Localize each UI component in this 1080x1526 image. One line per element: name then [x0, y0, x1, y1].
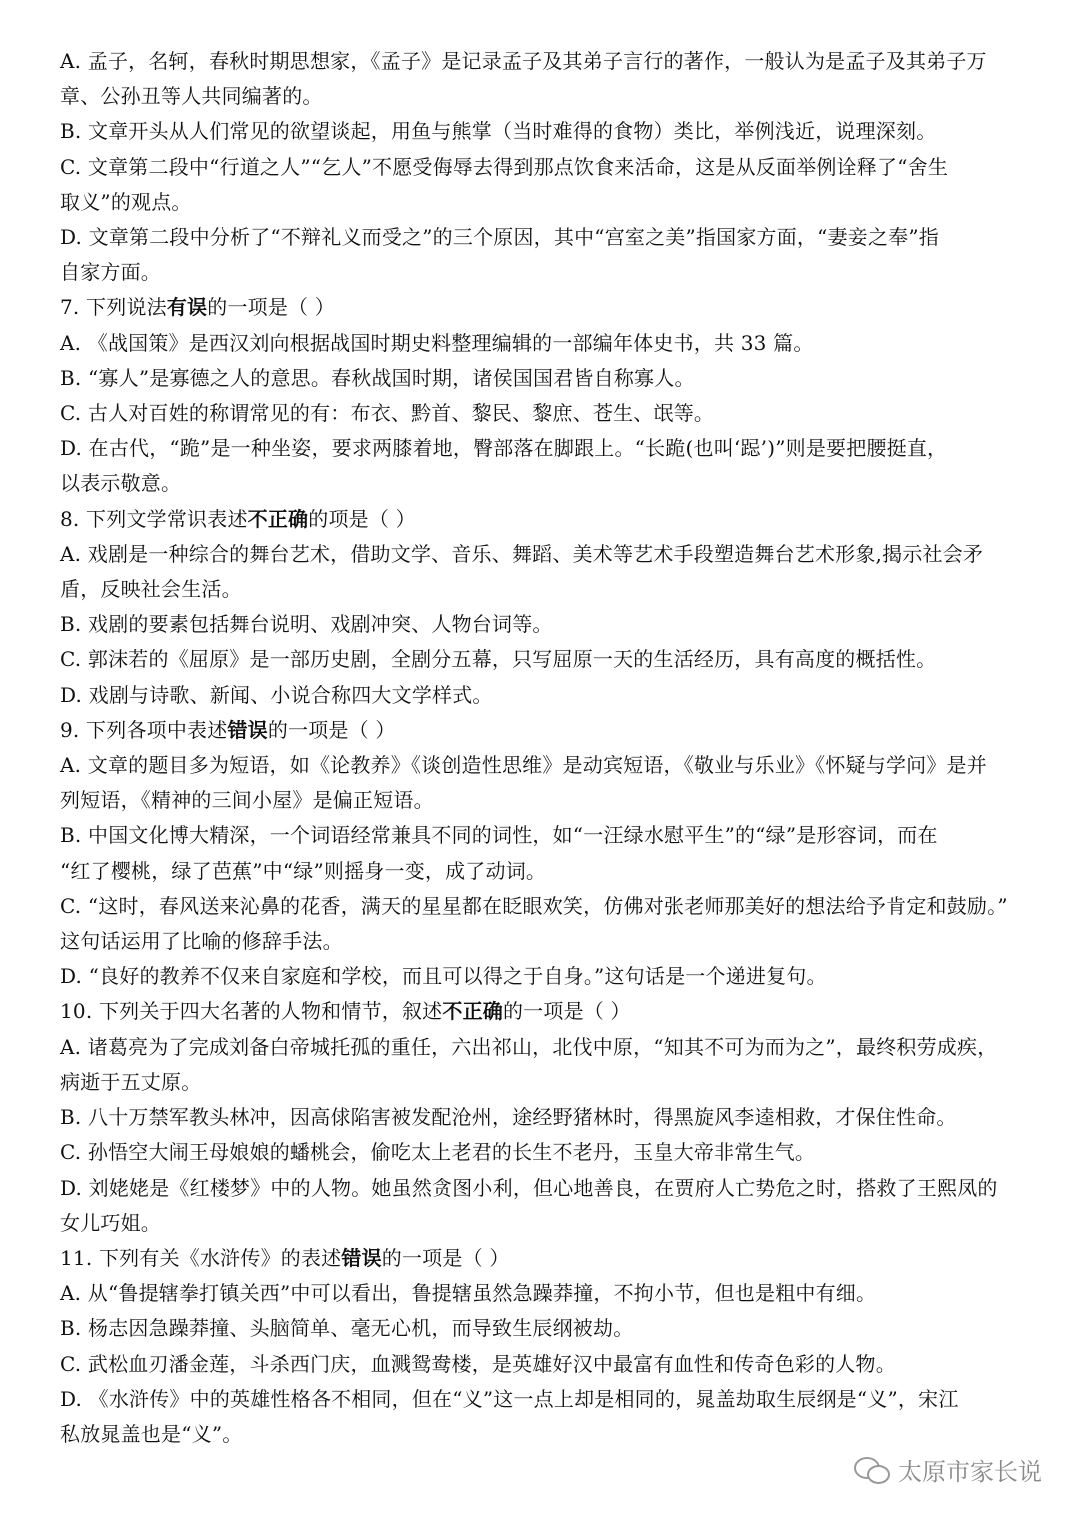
- question-stem: 10. 下列关于四大名著的人物和情节，叙述: [60, 999, 443, 1024]
- text-line: A. 诸葛亮为了完成刘备白帝城托孤的重任，六出祁山，北伐中原，“知其不可为而为之”，最终积劳成疾，: [60, 1034, 998, 1059]
- question-stem: 7. 下列说法: [60, 295, 167, 320]
- text-line: C. 古人对百姓的称谓常见的有：布衣、黔首、黎民、黎庶、苍生、氓等。: [60, 401, 715, 426]
- question-emphasis: 错误: [341, 1245, 382, 1270]
- text-line: 私放晁盖也是“义”。: [60, 1421, 243, 1446]
- text-line: B. 戏剧的要素包括舞台说明、戏剧冲突、人物台词等。: [60, 612, 553, 637]
- text-line: C. 武松血刃潘金莲，斗杀西门庆，血溅鸳鸯楼，是英雄好汉中最富有血性和传奇色彩的人物。: [60, 1351, 896, 1376]
- text-line: B. 中国文化博大精深，一个词语经常兼具不同的词性，如“一汪绿水慰平生”的“绿”是形容词，而在: [60, 823, 938, 848]
- text-line: A. 戏剧是一种综合的舞台艺术，借助文学、音乐、舞蹈、美术等艺术手段塑造舞台艺术形象,揭示社会矛: [60, 541, 984, 566]
- question-tail: 的项是（ ）: [308, 506, 416, 531]
- text-line: D. 刘姥姥是《红楼梦》中的人物。她虽然贪图小利，但心地善良，在贾府人亡势危之时，搭救了王熙凤的: [60, 1175, 998, 1200]
- text-line: B. “寡人”是寡德之人的意思。春秋战国时期，诸侯国国君皆自称寡人。: [60, 365, 695, 390]
- question-tail: 的一项是（ ）: [267, 717, 396, 742]
- question-title: [60, 994, 1025, 1029]
- question-title: [60, 502, 1025, 537]
- text-line: D. “良好的教养不仅来自家庭和学校，而且可以得之于自身。”这句话是一个递进复句。: [60, 964, 827, 989]
- question-tail: 的一项是（ ）: [502, 999, 631, 1024]
- document-page: [60, 44, 1025, 1452]
- text-line: D. 戏剧与诗歌、新闻、小说合称四大文学样式。: [60, 682, 493, 707]
- question-emphasis: 错误: [227, 717, 268, 742]
- text-line: 盾，反映社会生活。: [60, 577, 242, 602]
- wechat-icon: [854, 1455, 890, 1485]
- text-line: A. 文章的题目多为短语，如《论教养》《谈创造性思维》是动宾短语，《敬业与乐业》《怀疑与学问》是并: [60, 753, 987, 778]
- text-line: A. 《战国策》是西汉刘向根据战国时期史料整理编辑的一部编年体史书，共 33 篇。: [60, 330, 814, 355]
- text-line: C. 郭沫若的《屈原》是一部历史剧，全剧分五幕，只写屈原一天的生活经历，具有高度的概括性。: [60, 647, 937, 672]
- question-stem: 8. 下列文学常识表述: [60, 506, 248, 531]
- text-line: 以表示敬意。: [60, 471, 182, 496]
- text-line: 病逝于五丈原。: [60, 1069, 202, 1094]
- question-stem: 9. 下列各项中表述: [60, 717, 228, 742]
- text-line: 列短语，《精神的三间小屋》是偏正短语。: [60, 788, 434, 813]
- text-line: 自家方面。: [60, 260, 161, 285]
- question-tail: 的一项是（ ）: [207, 295, 336, 320]
- text-line: D. 文章第二段中分析了“不辩礼义而受之”的三个原因，其中“宫室之美”指国家方面，“妻妾之奉”指: [60, 225, 939, 250]
- text-line: 女儿巧姐。: [60, 1210, 161, 1235]
- question-emphasis: 不正确: [247, 506, 309, 531]
- question-title: [60, 1241, 1025, 1276]
- question-tail: 的一项是（ ）: [381, 1245, 510, 1270]
- text-line: A. 从“鲁提辖拳打镇关西”中可以看出，鲁提辖虽然急躁莽撞，不拘小节，但也是粗中有细。: [60, 1281, 877, 1306]
- watermark: [854, 1452, 1042, 1487]
- text-line: 章、公孙丑等人共同编著的。: [60, 84, 323, 109]
- watermark-text: 太原市家长说: [898, 1458, 1042, 1486]
- text-line: A. 孟子，名轲，春秋时期思想家，《孟子》是记录孟子及其弟子言行的著作，一般认为是孟子及其弟子万: [60, 49, 987, 73]
- text-line: D. 在古代，“跪”是一种坐姿，要求两膝着地，臀部落在脚跟上。“长跪(也叫‘跽’)”则是要把腰挺直，: [60, 436, 948, 461]
- question-stem: 11. 下列有关《水浒传》的表述: [60, 1245, 342, 1270]
- text-line: C. “这时，春风送来沁鼻的花香，满天的星星都在眨眼欢笑，仿佛对张老师那美好的想法给予肯定和鼓励。”: [60, 893, 1008, 918]
- text-line: B. 八十万禁军教头林冲，因高俅陷害被发配沧州，途经野猪林时，得黑旋风李逵相救，才保住性命。: [60, 1105, 957, 1130]
- question-title: [60, 713, 1025, 748]
- text-line: “红了樱桃，绿了芭蕉”中“绿”则摇身一变，成了动词。: [60, 858, 547, 883]
- text-line: B. 杨志因急躁莽撞、头脑简单、毫无心机，而导致生辰纲被劫。: [60, 1316, 634, 1341]
- text-line: C. 孙悟空大闹王母娘娘的蟠桃会，偷吃太上老君的长生不老丹，玉皇大帝非常生气。: [60, 1140, 816, 1165]
- text-line: B. 文章开头从人们常见的欲望谈起，用鱼与熊掌（当时难得的食物）类比，举例浅近，说理深刻。: [60, 119, 937, 144]
- question-title: [60, 290, 1025, 325]
- text-line: 这句话运用了比喻的修辞手法。: [60, 929, 343, 954]
- text-line: 取义”的观点。: [60, 189, 192, 214]
- question-emphasis: 不正确: [442, 999, 503, 1024]
- text-line: C. 文章第二段中“行道之人”“乞人”不愿受侮辱去得到那点饮食来活命，这是从反面举例诠释了“舍生: [60, 154, 949, 179]
- question-emphasis: 有误: [166, 295, 208, 320]
- text-line: D. 《水浒传》中的英雄性格各不相同，但在“义”这一点上却是相同的，晁盖劫取生辰纲是“义”，宋江: [60, 1386, 959, 1411]
